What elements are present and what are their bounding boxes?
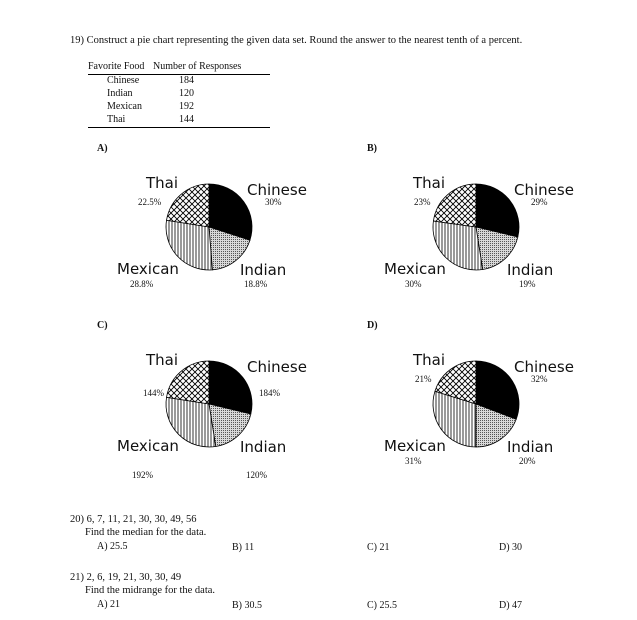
answer-choice: B) 11 [232, 542, 255, 553]
answer-choice: B) 30.5 [232, 600, 262, 611]
pie-b-indian-value: 19% [519, 279, 536, 289]
pie-b-mexican-label: Mexican [384, 260, 446, 278]
table-cell-food: Chinese [107, 75, 140, 86]
pie-a-thai-value: 22.5% [138, 197, 162, 207]
pie-c-thai-label: Thai [146, 351, 179, 369]
table-cell-count: 120 [179, 88, 194, 99]
answer-choice: C) 21 [367, 542, 390, 553]
pie-a-mexican-label: Mexican [117, 260, 179, 278]
question-21-text: 21) 2, 6, 19, 21, 30, 30, 49 [70, 572, 182, 583]
pie-d-thai-value: 21% [415, 374, 432, 384]
answer-choice: D) 30 [499, 542, 523, 553]
pie-b-thai-value: 23% [414, 197, 431, 207]
table-header-responses: Number of Responses [153, 61, 242, 72]
pie-b-indian-label: Indian [507, 261, 554, 279]
pie-c-indian-label: Indian [240, 438, 287, 456]
table-bottom-rule [88, 127, 270, 128]
option-a-letter: A) [97, 143, 108, 154]
option-d-letter: D) [367, 320, 378, 331]
question-20-text: 20) 6, 7, 11, 21, 30, 30, 49, 56 [70, 514, 197, 525]
pie-c-mexican-label: Mexican [117, 437, 179, 455]
option-c-letter: C) [97, 320, 108, 331]
table-cell-count: 144 [179, 114, 194, 125]
answer-choice: C) 25.5 [367, 600, 397, 611]
pie-d-thai-label: Thai [413, 351, 446, 369]
answer-choice: D) 47 [499, 600, 523, 611]
table-cell-count: 192 [179, 101, 194, 112]
pie-a-indian-label: Indian [240, 261, 287, 279]
table-cell-count: 184 [179, 75, 194, 86]
pie-a-thai-label: Thai [146, 174, 179, 192]
pie-a-indian-value: 18.8% [244, 279, 268, 289]
pie-b-chinese-label: Chinese [514, 181, 574, 199]
pie-d-indian-label: Indian [507, 438, 554, 456]
pie-b-thai-label: Thai [413, 174, 446, 192]
pie-d-indian-value: 20% [519, 456, 536, 466]
table-header-food: Favorite Food [88, 61, 145, 72]
pie-c-indian-value: 120% [246, 470, 267, 480]
pie-c-mexican-value: 192% [132, 470, 153, 480]
pie-d-chinese-label: Chinese [514, 358, 574, 376]
question-20-prompt: Find the median for the data. [85, 527, 207, 538]
pie-c-thai-value: 144% [143, 388, 164, 398]
pie-c-chinese-value: 184% [259, 388, 280, 398]
question-19-text: 19) Construct a pie chart representing the given data set. Round the answer to the nearest tenth of a percent. [70, 35, 523, 46]
pie-chart-c [165, 360, 253, 448]
question-21-prompt: Find the midrange for the data. [85, 585, 216, 596]
pie-a-mexican-value: 28.8% [130, 279, 154, 289]
pie-a-chinese-value: 30% [265, 197, 282, 207]
pie-a-chinese-label: Chinese [247, 181, 307, 199]
pie-d-chinese-value: 32% [531, 374, 548, 384]
pie-c-chinese-label: Chinese [247, 358, 307, 376]
pie-d-mexican-label: Mexican [384, 437, 446, 455]
pie-d-mexican-value: 31% [405, 456, 422, 466]
pie-b-chinese-value: 29% [531, 197, 548, 207]
table-cell-food: Thai [107, 114, 126, 125]
pie-b-mexican-value: 30% [405, 279, 422, 289]
pie-chart-d [432, 360, 520, 448]
answer-choice: A) 21 [97, 599, 121, 610]
pie-chart-b [432, 183, 520, 271]
pie-chart-a [165, 183, 253, 271]
answer-choice: A) 25.5 [97, 541, 128, 552]
option-b-letter: B) [367, 143, 377, 154]
table-cell-food: Mexican [107, 101, 142, 112]
table-cell-food: Indian [107, 88, 133, 99]
